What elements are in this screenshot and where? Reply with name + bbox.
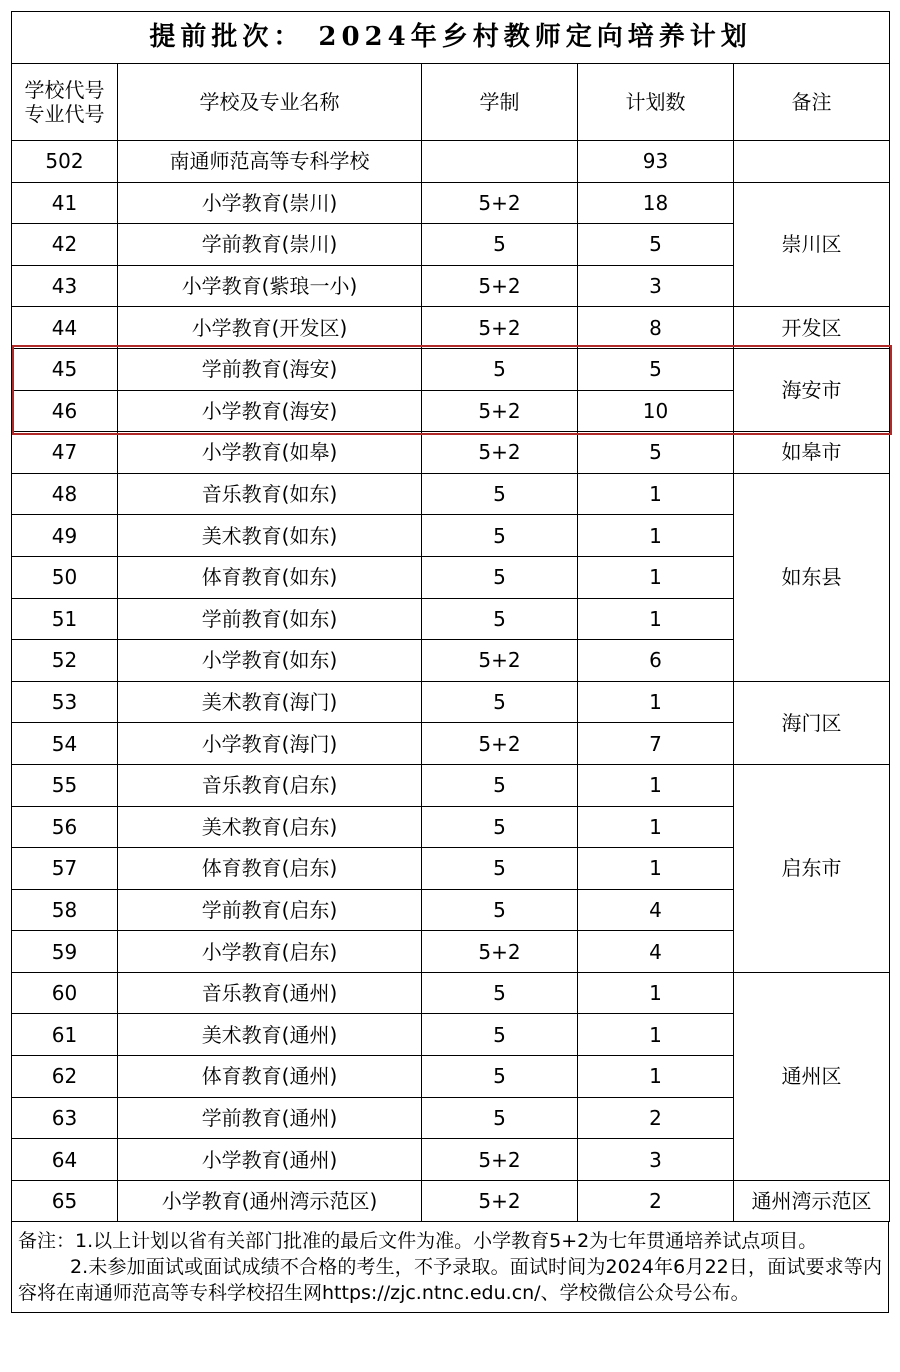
- school-name: 南通师范高等专科学校: [118, 141, 422, 183]
- school-row: [12, 141, 890, 183]
- row-remark: 如东县: [734, 473, 890, 681]
- row-plan: 10: [578, 390, 734, 432]
- row-name: 学前教育(海安): [118, 348, 422, 390]
- row-name: 学前教育(如东): [118, 598, 422, 640]
- row-code: 46: [12, 390, 118, 432]
- row-plan: 3: [578, 265, 734, 307]
- row-code: 52: [12, 640, 118, 682]
- row-name: 体育教育(通州): [118, 1056, 422, 1098]
- row-duration: 5: [422, 1056, 578, 1098]
- row-code: 47: [12, 432, 118, 474]
- row-duration: 5: [422, 681, 578, 723]
- table-row: [12, 432, 890, 474]
- row-name: 学前教育(启东): [118, 889, 422, 931]
- row-plan: 1: [578, 515, 734, 557]
- note-1: 备注：1.以上计划以省有关部门批准的最后文件为准。小学教育5+2为七年贯通培养试点项目。: [18, 1230, 818, 1253]
- row-duration: 5: [422, 848, 578, 890]
- row-remark: 如皋市: [734, 432, 890, 474]
- row-duration: 5+2: [422, 390, 578, 432]
- row-code: 65: [12, 1180, 118, 1222]
- row-name: 小学教育(如东): [118, 640, 422, 682]
- table-row: [12, 307, 890, 349]
- row-plan: 5: [578, 432, 734, 474]
- row-code: 58: [12, 889, 118, 931]
- header-plan: 计划数: [578, 64, 734, 141]
- row-duration: 5: [422, 515, 578, 557]
- row-plan: 5: [578, 348, 734, 390]
- table-row: [12, 681, 890, 723]
- row-duration: 5+2: [422, 182, 578, 224]
- row-code: 51: [12, 598, 118, 640]
- row-duration: 5: [422, 348, 578, 390]
- row-duration: 5+2: [422, 307, 578, 349]
- row-name: 小学教育(开发区): [118, 307, 422, 349]
- school-plan: 93: [578, 141, 734, 183]
- row-plan: 6: [578, 640, 734, 682]
- table-row: [12, 764, 890, 806]
- header-remark: 备注: [734, 64, 890, 141]
- row-name: 美术教育(通州): [118, 1014, 422, 1056]
- row-plan: 1: [578, 681, 734, 723]
- row-code: 50: [12, 556, 118, 598]
- row-name: 小学教育(启东): [118, 931, 422, 973]
- row-duration: 5: [422, 473, 578, 515]
- row-remark: 崇川区: [734, 182, 890, 307]
- row-duration: 5: [422, 1097, 578, 1139]
- row-remark: 启东市: [734, 764, 890, 972]
- table-row: [12, 182, 890, 224]
- plan-document: [11, 11, 889, 1313]
- row-duration: 5: [422, 598, 578, 640]
- row-duration: 5: [422, 972, 578, 1014]
- page-title: 提前批次： 2024年乡村教师定向培养计划: [12, 12, 890, 64]
- row-plan: 1: [578, 1014, 734, 1056]
- row-plan: 1: [578, 764, 734, 806]
- row-code: 55: [12, 764, 118, 806]
- plan-table-body: [12, 141, 890, 1222]
- row-code: 41: [12, 182, 118, 224]
- row-plan: 3: [578, 1139, 734, 1181]
- row-plan: 5: [578, 224, 734, 266]
- row-code: 57: [12, 848, 118, 890]
- row-duration: 5+2: [422, 931, 578, 973]
- row-code: 49: [12, 515, 118, 557]
- row-plan: 18: [578, 182, 734, 224]
- row-name: 小学教育(如皋): [118, 432, 422, 474]
- row-code: 56: [12, 806, 118, 848]
- row-name: 音乐教育(启东): [118, 764, 422, 806]
- row-code: 62: [12, 1056, 118, 1098]
- row-duration: 5+2: [422, 432, 578, 474]
- row-duration: 5: [422, 224, 578, 266]
- table-row: [12, 1180, 890, 1222]
- plan-table: [11, 11, 890, 1222]
- row-duration: 5: [422, 764, 578, 806]
- row-remark: 开发区: [734, 307, 890, 349]
- row-duration: 5+2: [422, 640, 578, 682]
- header-code: [12, 64, 118, 141]
- row-code: 48: [12, 473, 118, 515]
- row-duration: 5: [422, 1014, 578, 1056]
- row-name: 学前教育(通州): [118, 1097, 422, 1139]
- row-name: 小学教育(紫琅一小): [118, 265, 422, 307]
- row-name: 美术教育(如东): [118, 515, 422, 557]
- row-name: 音乐教育(通州): [118, 972, 422, 1014]
- table-row: [12, 348, 890, 390]
- row-duration: 5: [422, 556, 578, 598]
- row-plan: 1: [578, 972, 734, 1014]
- school-remark: [734, 141, 890, 183]
- header-duration: 学制: [422, 64, 578, 141]
- row-plan: 1: [578, 598, 734, 640]
- row-plan: 1: [578, 848, 734, 890]
- row-code: 54: [12, 723, 118, 765]
- row-name: 小学教育(通州): [118, 1139, 422, 1181]
- row-code: 61: [12, 1014, 118, 1056]
- row-remark: 海门区: [734, 681, 890, 764]
- row-plan: 2: [578, 1180, 734, 1222]
- row-code: 64: [12, 1139, 118, 1181]
- row-duration: 5: [422, 806, 578, 848]
- row-duration: 5: [422, 889, 578, 931]
- row-code: 42: [12, 224, 118, 266]
- row-duration: 5+2: [422, 723, 578, 765]
- header-code-line1: 学校代号: [24, 78, 105, 102]
- school-duration: [422, 141, 578, 183]
- row-plan: 2: [578, 1097, 734, 1139]
- note-2: 2.未参加面试或面试成绩不合格的考生，不予录取。面试时间为2024年6月22日，面试要求等内容将在南通师范高等专科学校招生网https://zjc.ntnc.edu.cn/、学校微信公众号公布。: [18, 1256, 882, 1305]
- notes-section: [11, 1222, 889, 1313]
- row-code: 45: [12, 348, 118, 390]
- row-name: 体育教育(如东): [118, 556, 422, 598]
- row-name: 小学教育(海门): [118, 723, 422, 765]
- table-row: [12, 972, 890, 1014]
- row-code: 60: [12, 972, 118, 1014]
- row-plan: 7: [578, 723, 734, 765]
- row-plan: 4: [578, 931, 734, 973]
- row-code: 43: [12, 265, 118, 307]
- row-name: 体育教育(启东): [118, 848, 422, 890]
- row-duration: 5+2: [422, 1139, 578, 1181]
- row-plan: 1: [578, 1056, 734, 1098]
- row-plan: 1: [578, 473, 734, 515]
- row-name: 美术教育(海门): [118, 681, 422, 723]
- table-row: [12, 473, 890, 515]
- row-name: 小学教育(通州湾示范区): [118, 1180, 422, 1222]
- row-code: 59: [12, 931, 118, 973]
- school-code: 502: [12, 141, 118, 183]
- row-code: 53: [12, 681, 118, 723]
- row-plan: 1: [578, 806, 734, 848]
- row-remark: 通州区: [734, 972, 890, 1180]
- row-plan: 1: [578, 556, 734, 598]
- row-name: 学前教育(崇川): [118, 224, 422, 266]
- row-plan: 4: [578, 889, 734, 931]
- header-name: 学校及专业名称: [118, 64, 422, 141]
- row-duration: 5+2: [422, 265, 578, 307]
- row-name: 小学教育(崇川): [118, 182, 422, 224]
- row-name: 音乐教育(如东): [118, 473, 422, 515]
- header-code-line2: 专业代号: [24, 102, 105, 126]
- row-code: 44: [12, 307, 118, 349]
- row-duration: 5+2: [422, 1180, 578, 1222]
- row-remark: 通州湾示范区: [734, 1180, 890, 1222]
- row-name: 美术教育(启东): [118, 806, 422, 848]
- row-name: 小学教育(海安): [118, 390, 422, 432]
- row-code: 63: [12, 1097, 118, 1139]
- row-plan: 8: [578, 307, 734, 349]
- row-remark: 海安市: [734, 348, 890, 431]
